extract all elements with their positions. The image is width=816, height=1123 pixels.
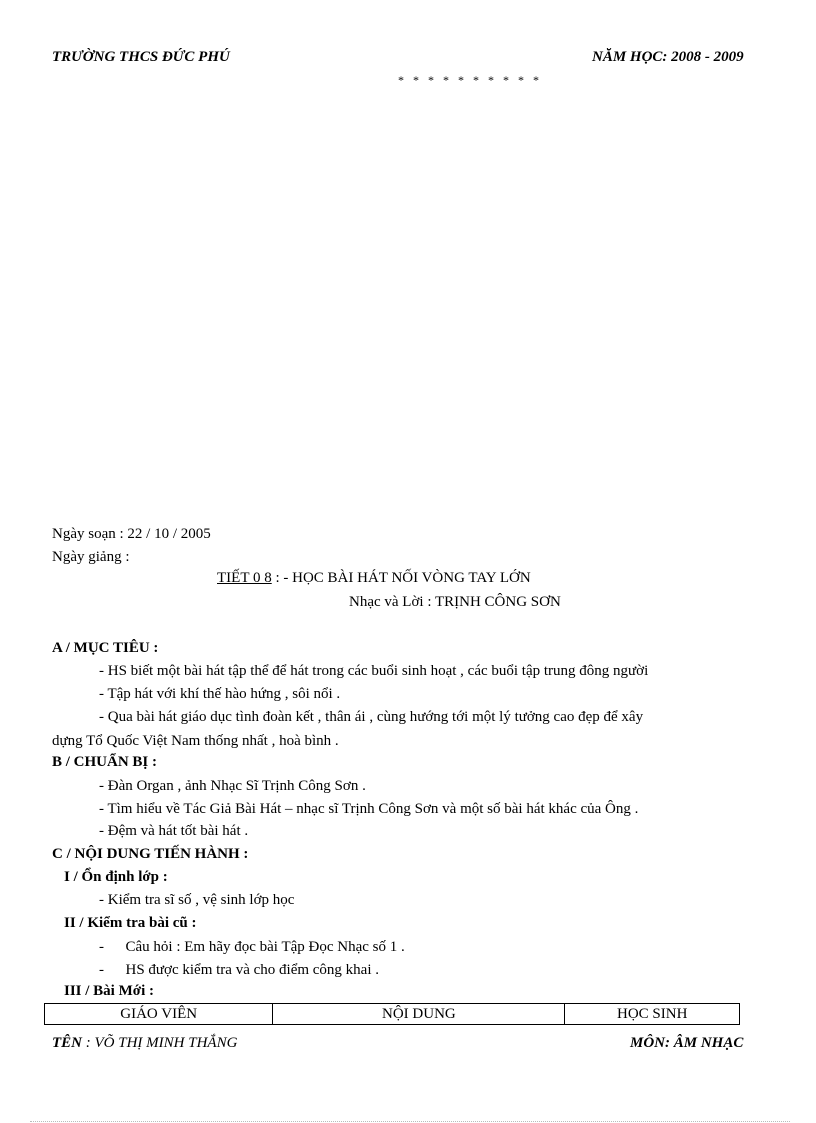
subject-name: MÔN: ÂM NHẠC <box>630 1035 744 1051</box>
bullet-text: HS được kiểm tra và cho điểm công khai . <box>125 962 379 978</box>
subsection-2-item <box>99 962 379 979</box>
prep-date: Ngày soạn : 22 / 10 / 2005 <box>52 526 211 542</box>
school-name: TRƯỜNG THCS ĐỨC PHÚ <box>52 49 230 65</box>
table-header-content: NỘI DUNG <box>273 1004 565 1025</box>
teacher-label: TÊN <box>52 1035 82 1051</box>
school-year: NĂM HỌC: 2008 - 2009 <box>592 49 744 65</box>
section-a-item: - Tập hát với khí thế hào hứng , sôi nổi . <box>99 686 341 702</box>
section-b-heading: B / CHUẨN BỊ : <box>52 754 158 770</box>
subsection-3-heading: III / Bài Mới : <box>64 983 154 999</box>
table-header-student: HỌC SINH <box>565 1004 740 1025</box>
lesson-title <box>217 570 531 587</box>
page-bottom-divider <box>30 1121 790 1122</box>
section-b-item: - Tìm hiểu về Tác Giả Bài Hát – nhạc sĩ Trịnh Công Sơn và một số bài hát khác của Ông . <box>99 801 639 817</box>
lesson-topic: : - HỌC BÀI HÁT NỐI VÒNG TAY LỚN <box>275 570 531 586</box>
subsection-2-heading: II / Kiểm tra bài cũ : <box>64 915 197 931</box>
subsection-1-item: - Kiểm tra sĩ số , vệ sinh lớp học <box>99 892 295 908</box>
table-header-row <box>45 1004 740 1025</box>
bullet-dash: - <box>99 939 104 955</box>
section-a-item: - HS biết một bài hát tập thể để hát trong các buổi sinh hoạt , các buổi tập trung đông người <box>99 663 649 679</box>
subsection-2-item <box>99 939 405 956</box>
section-a-item: - Qua bài hát giáo dục tình đoàn kết , thân ái , cùng hướng tới một lý tưởng cao đẹp để xây <box>99 709 644 725</box>
teacher-value: : VÕ THỊ MINH THẮNG <box>85 1035 238 1051</box>
section-b-item: - Đàn Organ , ảnh Nhạc Sĩ Trịnh Công Sơn . <box>99 778 366 794</box>
subsection-1-heading: I / Ổn định lớp : <box>64 869 168 885</box>
section-c-heading: C / NỘI DUNG TIẾN HÀNH : <box>52 846 249 862</box>
lesson-number: TIẾT 0 8 <box>217 570 272 586</box>
bullet-dash: - <box>99 962 104 978</box>
header-stars: * * * * * * * * * * <box>398 73 542 87</box>
section-a-continuation: dựng Tổ Quốc Việt Nam thống nhất , hoà bình . <box>52 733 339 749</box>
teacher-name <box>52 1035 237 1052</box>
section-a-heading: A / MỤC TIÊU : <box>52 640 159 656</box>
lesson-table <box>44 1003 740 1025</box>
teach-date: Ngày giảng : <box>52 549 130 565</box>
table-header-teacher: GIÁO VIÊN <box>45 1004 273 1025</box>
section-b-item: - Đệm và hát tốt bài hát . <box>99 823 249 839</box>
bullet-text: Câu hỏi : Em hãy đọc bài Tập Đọc Nhạc số 1 . <box>125 939 405 955</box>
song-author: Nhạc và Lời : TRỊNH CÔNG SƠN <box>349 594 561 610</box>
